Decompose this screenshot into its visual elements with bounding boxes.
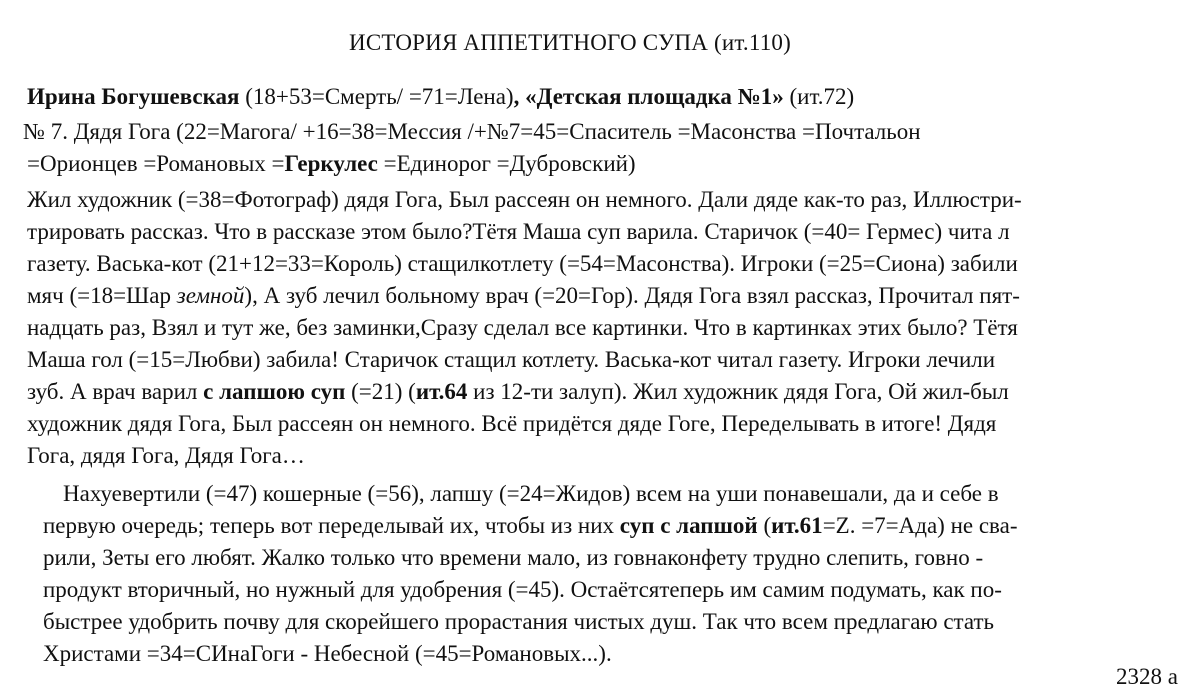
para1-line-3: газету. Васька-кот (21+12=33=Король) стащилкотлету (=54=Масонства). Игроки (=25=Сиона) забили xyxy=(27,251,1018,276)
para2-line-2-bold: суп с лапшой xyxy=(619,513,758,538)
para1-line-7-c: (=21) ( xyxy=(345,379,416,404)
song-line-2-post: =Единорог =Дубровский) xyxy=(377,151,636,176)
para1-line-7 xyxy=(27,377,1009,407)
para1-line-4 xyxy=(27,281,1020,311)
para2-line-1: Нахуевертили (=47) кошерные (=56), лапшу (=24=Жидов) всем на уши понавешали, да и себе в xyxy=(63,481,999,506)
author-name: Ирина Богушевская xyxy=(27,84,240,109)
para2-line-2-a: первую очередь; теперь вот переделывай их, чтобы из них xyxy=(43,513,620,538)
para1-line-7-bold-2: ит.64 xyxy=(415,379,468,404)
para2-line-2-bold-2: ит.61 xyxy=(771,513,823,538)
page-title: ИСТОРИЯ АППЕТИТНОГО СУПА (ит.110) xyxy=(349,30,791,55)
author-note: (18+53=Смерть/ =71=Лена) xyxy=(239,84,514,109)
header-line xyxy=(27,82,854,112)
para2-line-2 xyxy=(43,511,1017,541)
para1-line-4-pre: мяч (=18=Шар xyxy=(27,283,177,308)
para2-line-4: продукт вторичный, но нужный для удобрения (=45). Остаётсятеперь им самим подумать, как по- xyxy=(43,577,1002,602)
song-line-1: № 7. Дядя Гога (22=Магога/ +16=38=Мессия /+№7=45=Спаситель =Масонства =Почтальон xyxy=(23,119,921,144)
para1-line-4-italic: земной xyxy=(176,283,245,308)
work-note: (ит.72) xyxy=(783,84,855,109)
para1-line-7-e: из 12-ти залуп). Жил художник дядя Гога, Ой жил-был xyxy=(467,379,1009,404)
para2-line-5: быстрее удобрить почву для скорейшего прорастания чистых душ. Так что всем предлагаю стать xyxy=(43,609,995,634)
para1-line-7-a: зуб. А врач варил xyxy=(27,379,204,404)
para2-line-2-e: =Z. =7=Ада) не сва- xyxy=(822,513,1018,538)
para1-line-6: Маша гол (=15=Любви) забила! Старичок стащил котлету. Васька-кот читал газету. Игроки лечили xyxy=(27,347,996,372)
para1-line-4-post: ), А зуб лечил больному врач (=20=Гор). Дядя Гога взял рассказ, Прочитал пят- xyxy=(244,283,1020,308)
work-title: , «Детская площадка №1» xyxy=(513,84,784,109)
song-line-2 xyxy=(27,149,636,179)
song-line-2-bold: Геркулес xyxy=(284,151,378,176)
para2-line-3: рили, Зеты его любят. Жалко только что времени мало, из говнаконфету трудно слепить, говно - xyxy=(43,545,984,570)
para1-line-1: Жил художник (=38=Фотограф) дядя Гога, Был рассеян он немного. Дали дяде как-то раз, Иллюстри- xyxy=(27,187,1022,212)
para2-line-2-c: ( xyxy=(757,513,772,538)
song-line-2-pre: =Орионцев =Романовых = xyxy=(27,151,285,176)
para2-line-6: Христами =34=СИнаГоги - Небесной (=45=Романовых...). xyxy=(43,641,612,666)
para1-line-9: Гога, дядя Гога, Дядя Гога… xyxy=(27,443,305,468)
para1-line-5: надцать раз, Взял и тут же, без заминки,Сразу сделал все картинки. Что в картинках этих было? Тётя xyxy=(27,315,1018,340)
para1-line-7-bold: с лапшою суп xyxy=(203,379,346,404)
page-number: 2328 а xyxy=(1116,664,1178,689)
para1-line-2: трировать рассказ. Что в рассказе этом было?Тётя Маша суп варила. Старичок (=40= Гермес) чита л xyxy=(27,219,1010,244)
para1-line-8: художник дядя Гога, Был рассеян он немного. Всё придётся дяде Гоге, Переделывать в итоге! Дядя xyxy=(27,411,997,436)
